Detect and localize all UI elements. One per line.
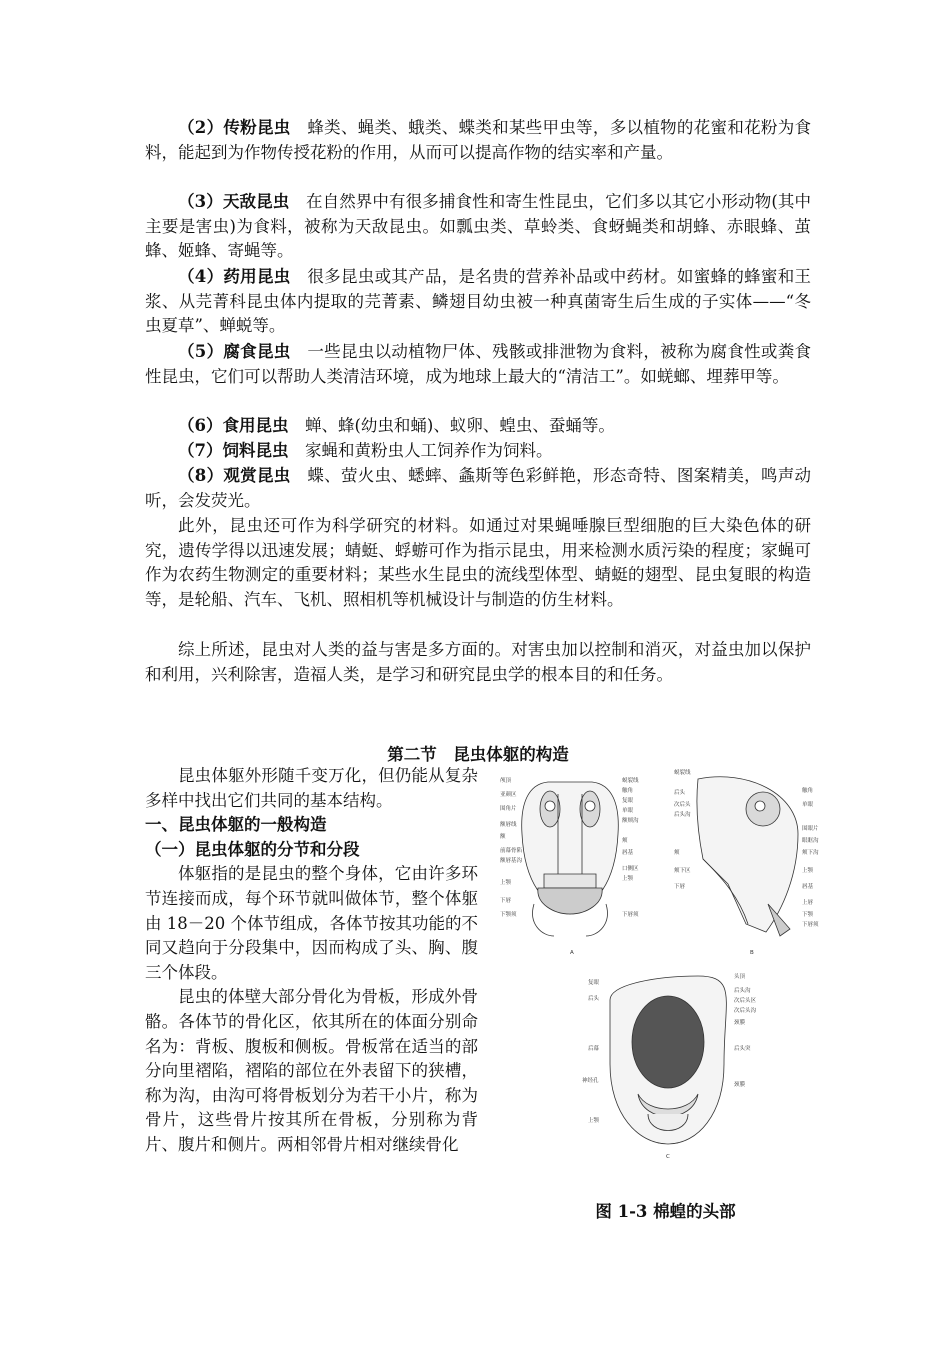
svg-text:复眼: 复眼: [622, 798, 634, 804]
paragraph-saprophagous: [145, 340, 811, 389]
svg-text:下唇须: 下唇须: [622, 912, 639, 918]
svg-text:后头: 后头: [588, 996, 600, 1002]
svg-text:后头沟: 后头沟: [674, 812, 691, 818]
svg-text:单眼: 单眼: [802, 802, 814, 808]
paragraph-lead: （8）观赏昆虫: [178, 466, 291, 485]
paragraph-text: 蝉、蜂(幼虫和蛹)、蚁卵、蝗虫、蚕蛹等。: [288, 416, 615, 435]
svg-text:上颚: 上颚: [500, 880, 512, 886]
svg-text:口侧区: 口侧区: [622, 866, 639, 872]
svg-text:下唇须: 下唇须: [802, 922, 819, 928]
svg-text:唇基: 唇基: [622, 850, 634, 856]
body-paragraph: 昆虫的体壁大部分骨化为骨板，形成外骨骼。各体节的骨化区，依其所在的体面分别命名为：背板、腹板和侧板。骨板常在适当的部分向里褶陷，褶陷的部位在外表留下的狭槽，称为沟，由沟可将骨板划分为若干小片，称为骨片，这些骨片按其所在骨板，分别称为背片、腹片和侧片。两相邻骨片相对继续骨化: [145, 987, 478, 1154]
svg-text:后幕: 后幕: [588, 1046, 600, 1052]
svg-text:触角: 触角: [802, 788, 814, 794]
svg-text:下颚: 下颚: [802, 912, 814, 918]
svg-text:颅顶: 颅顶: [500, 778, 512, 784]
paragraph-text: 一些昆虫以动植物尸体、残骸或排泄物为食料，被称为腐食性或粪食性昆虫，它们可以帮助人类清洁环境，成为地球上最大的“清洁工”。如蜣螂、埋葬甲等。: [145, 342, 812, 386]
svg-text:额唇基沟: 额唇基沟: [500, 858, 523, 864]
svg-text:蜕裂线: 蜕裂线: [622, 778, 639, 784]
intro-paragraph: 昆虫体躯外形随千变万化，但仍能从复杂多样中找出它们共同的基本结构。: [145, 766, 478, 810]
svg-text:复眼: 复眼: [588, 980, 600, 986]
paragraph-text: 蜂类、蝇类、蛾类、蝶类和某些甲虫等，多以植物的花蜜和花粉为食料，能起到为作物传授花粉的作用，从而可以提高作物的结实率和产量。: [145, 118, 812, 162]
paragraph-edible: [145, 414, 811, 439]
paragraph-ornamental: [145, 464, 811, 513]
svg-text:下颚须: 下颚须: [500, 912, 517, 918]
svg-text:上唇: 上唇: [802, 900, 814, 906]
paragraph-lead: （6）食用昆虫: [178, 416, 289, 435]
svg-text:额颊沟: 额颊沟: [622, 818, 639, 824]
svg-text:颊下区: 颊下区: [674, 868, 691, 874]
paragraph-medicinal: [145, 265, 811, 339]
svg-text:唇基: 唇基: [802, 884, 814, 890]
svg-text:单眼: 单眼: [622, 808, 634, 814]
svg-text:头顶: 头顶: [734, 974, 746, 980]
svg-text:额唇线: 额唇线: [500, 822, 517, 828]
svg-text:前幕骨陷: 前幕骨陷: [500, 848, 523, 854]
svg-text:神经孔: 神经孔: [582, 1078, 599, 1084]
svg-text:蜕裂线: 蜕裂线: [674, 770, 691, 776]
svg-text:颊: 颊: [622, 838, 628, 844]
svg-text:颈膜: 颈膜: [734, 1020, 746, 1026]
heading-level2: （一）昆虫体躯的分节和分段: [145, 839, 360, 859]
paragraph-text: 家蝇和黄粉虫人工饲养作为饲料。: [288, 441, 553, 460]
section-title: 第二节 昆虫体躯的构造: [387, 745, 569, 764]
paragraph-lead: （2）传粉昆虫: [178, 118, 291, 137]
svg-text:次后头区: 次后头区: [734, 998, 757, 1004]
svg-text:后头: 后头: [674, 790, 686, 796]
paragraph-lead: （5）腐食昆虫: [178, 342, 291, 361]
body-paragraph: 体躯指的是昆虫的整个身体，它由许多环节连接而成，每个环节就叫做体节，整个体躯由 18－20 个体节组成，各体节按其功能的不同又趋向于分段集中，因而构成了头、胸、腹三个体段。: [145, 864, 478, 982]
svg-text:颊下沟: 颊下沟: [802, 850, 819, 856]
paragraph-research: 此外，昆虫还可作为科学研究的材料。如通过对果蝇唾腺巨型细胞的巨大染色体的研究，遗传学得以迅速发展；蜻蜓、蜉蝣可作为指示昆虫，用来检测水质污染的程度；家蝇可作为农药生物测定的重要材料；某些水生昆虫的流线型体型、蜻蜓的翅型、昆虫复眼的构造等，是轮船、汽车、飞机、照相机等机械设计与制造的仿生材料。: [145, 516, 811, 609]
svg-text:后头沟: 后头沟: [734, 988, 751, 994]
svg-text:颈膜: 颈膜: [734, 1082, 746, 1088]
heading-level1: 一、昆虫体躯的一般构造: [145, 815, 327, 835]
paragraph-pollinators: [145, 116, 811, 165]
svg-text:上颚: 上颚: [802, 868, 814, 874]
svg-text:次后头: 次后头: [674, 802, 691, 808]
svg-text:后头突: 后头突: [734, 1046, 751, 1052]
locust-head-figure: [498, 764, 833, 1172]
left-column: [145, 764, 478, 1158]
svg-text:围角片: 围角片: [500, 806, 517, 812]
panel-label: C: [666, 1154, 670, 1160]
svg-text:上颚: 上颚: [622, 876, 634, 882]
svg-text:颊: 颊: [674, 850, 680, 856]
paragraph-text: 很多昆虫或其产品，是名贵的营养补品或中药材。如蜜蜂的蜂蜜和王浆、从芫菁科昆虫体内提取的芫菁素、鳞翅目幼虫被一种真菌寄生后生成的子实体——“冬虫夏草”、蝉蜕等。: [145, 267, 812, 336]
paragraph-summary: 综上所述，昆虫对人类的益与害是多方面的。对害虫加以控制和消灭，对益虫加以保护和利用，兴利除害，造福人类，是学习和研究昆虫学的根本目的和任务。: [145, 640, 811, 684]
panel-a-drawing: [522, 782, 619, 936]
panel-b-drawing: [697, 777, 798, 936]
paragraph-lead: （3）天敌昆虫: [178, 192, 290, 211]
paragraph-lead: （4）药用昆虫: [178, 267, 291, 286]
svg-text:上颚: 上颚: [588, 1118, 600, 1124]
svg-text:次后头沟: 次后头沟: [734, 1008, 757, 1014]
svg-text:额: 额: [500, 834, 506, 840]
svg-text:围眼片: 围眼片: [802, 826, 819, 832]
panel-label: A: [570, 950, 574, 956]
panel-c-drawing: [610, 976, 726, 1144]
svg-text:触角: 触角: [622, 788, 634, 794]
figure-caption: 图 1-3 棉蝗的头部: [595, 1202, 736, 1221]
svg-text:亚颜区: 亚颜区: [500, 792, 517, 798]
svg-text:下唇: 下唇: [674, 884, 686, 890]
paragraph-text: 蝶、萤火虫、蟋蟀、螽斯等色彩鲜艳，形态奇特、图案精美，鸣声动听，会发荧光。: [145, 466, 812, 510]
svg-text:眼眶沟: 眼眶沟: [802, 838, 819, 844]
paragraph-feed: [145, 439, 811, 464]
svg-text:下唇: 下唇: [500, 898, 512, 904]
paragraph-text: 在自然界中有很多捕食性和寄生性昆虫，它们多以其它小形动物(其中主要是害虫)为食料，被称为天敌昆虫。如瓢虫类、草蛉类、食蚜蝇类和胡蜂、赤眼蜂、茧蜂、姬蜂、寄蝇等。: [145, 192, 812, 261]
paragraph-lead: （7）饲料昆虫: [178, 441, 289, 460]
paragraph-natural-enemies: [145, 190, 811, 264]
panel-label: B: [750, 950, 754, 956]
